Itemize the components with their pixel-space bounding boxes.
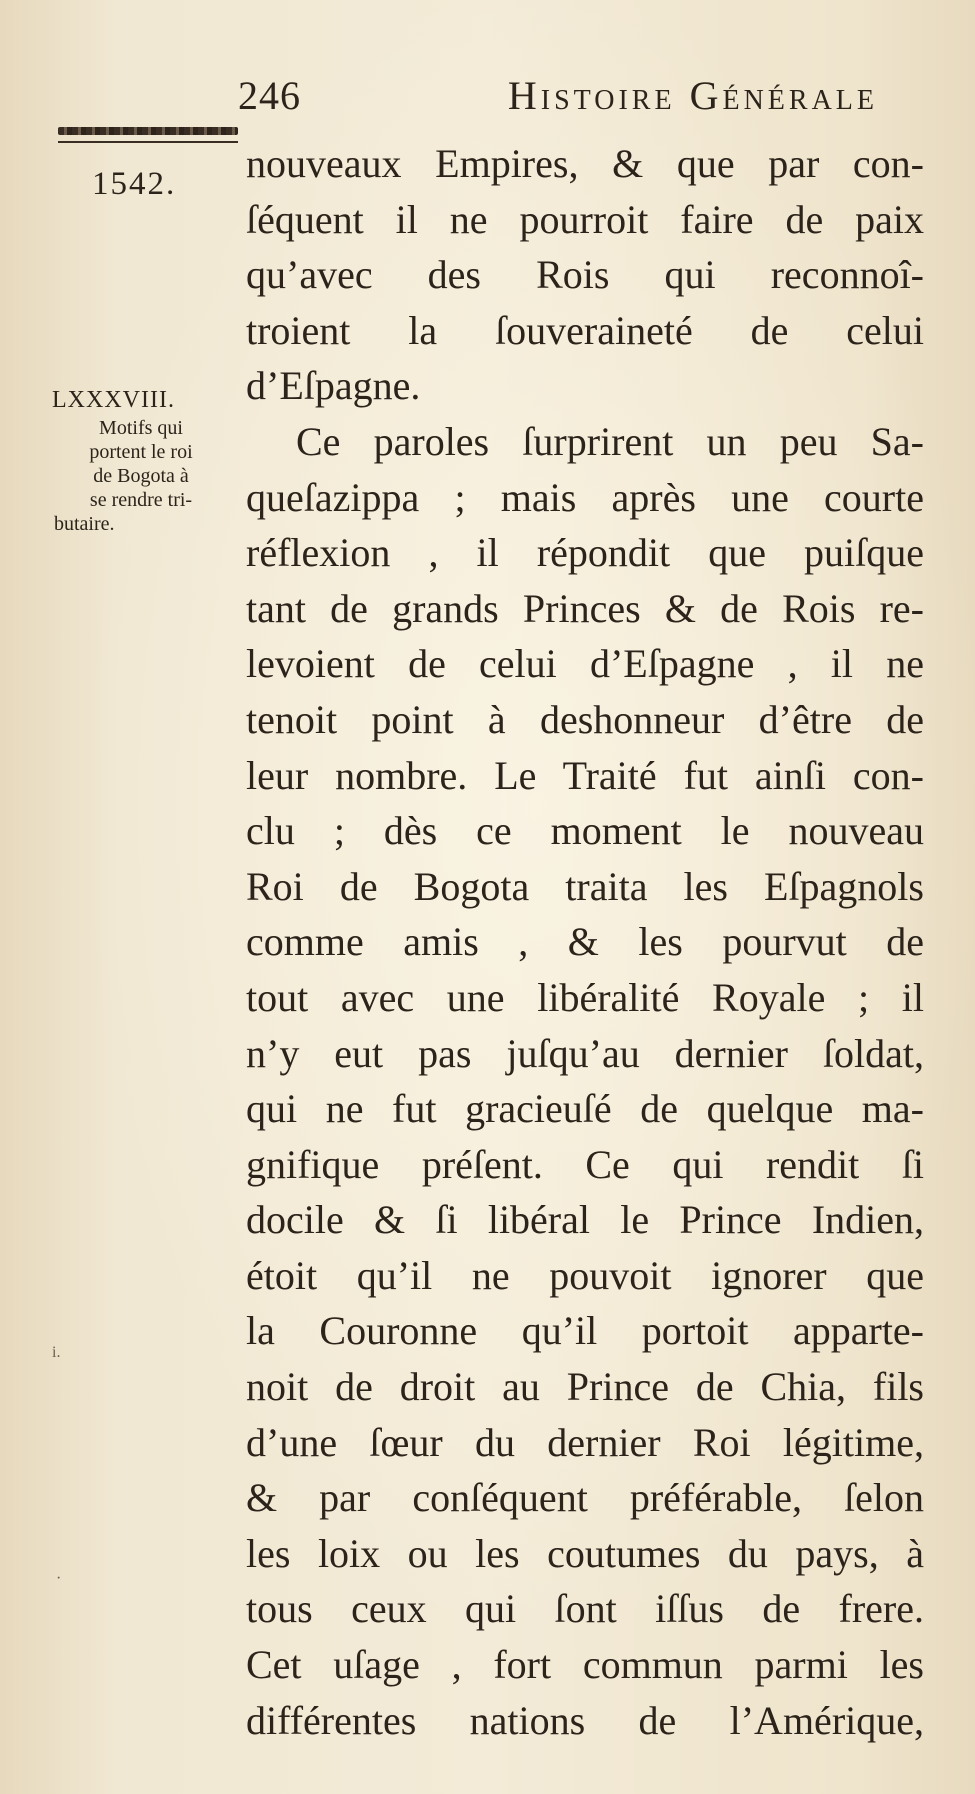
text-line: & par conſéquent préférable, ſelon [246, 1475, 924, 1521]
text-line: étoit qu’il ne pouvoit ignorer que [246, 1252, 924, 1298]
margin-year: 1542. [92, 166, 177, 202]
text-line: réflexion , il répondit que puiſque [246, 530, 924, 576]
text-line: tous ceux qui ſont iſſus de frere. [246, 1586, 924, 1632]
text-line: queſazippa ; mais après une courte [246, 474, 924, 520]
text-line: la Couronne qu’il portoit apparte- [246, 1308, 924, 1354]
text-line: tenoit point à deshonneur d’être de [246, 696, 924, 742]
text-line: leur nombre. Le Traité fut ainſi con- [246, 752, 924, 798]
sidenote-line: de Bogota à [93, 465, 189, 487]
margin-speck: i. [52, 1344, 61, 1361]
text-line: Roi de Bogota traita les Eſpagnols [246, 863, 924, 909]
text-line: d’une ſœur du dernier Roi légitime, [246, 1419, 924, 1465]
chapter-number: LXXXVIII. [52, 387, 175, 413]
header-ornament [58, 127, 238, 135]
sidenote-line: se rendre tri- [89, 489, 193, 511]
header-rule [58, 141, 238, 143]
text-line: tant de grands Princes & de Rois re- [246, 585, 924, 631]
running-title: Histoire Générale [507, 73, 878, 118]
page-header [238, 72, 878, 119]
text-line: Ce paroles ſurprirent un peu Sa- [296, 418, 924, 464]
sidenote-line: Motifs qui [99, 417, 183, 439]
text-line: noit de droit au Prince de Chia, fils [246, 1364, 924, 1410]
text-line: comme amis , & les pourvut de [246, 919, 924, 965]
text-line: ſéquent il ne pourroit faire de paix [246, 196, 924, 242]
text-line: levoient de celui d’Eſpagne , il ne [246, 641, 924, 687]
text-line: clu ; dès ce moment le nouveau [246, 808, 924, 854]
sidenote-line: butaire. [54, 513, 115, 535]
text-line: les loix ou les coutumes du pays, à [246, 1530, 924, 1576]
text-line: qu’avec des Rois qui reconnoî- [246, 252, 924, 298]
margin-sidenote [50, 416, 232, 536]
body-text [246, 136, 924, 1748]
text-line: qui ne fut gracieuſé de quelque ma- [246, 1086, 924, 1132]
text-line: différentes nations de l’Amérique, [246, 1697, 924, 1743]
text-line: n’y eut pas juſqu’au dernier ſoldat, [246, 1030, 924, 1076]
sidenote-line: portent le roi [89, 441, 193, 463]
text-line: tout avec une libéralité Royale ; il [246, 974, 924, 1020]
page-number: 246 [238, 73, 301, 118]
text-line: d’Eſpagne. [246, 363, 421, 409]
text-line: Cet uſage , fort commun parmi les [246, 1642, 924, 1688]
margin-speck: · [56, 1570, 62, 1587]
text-line: troient la ſouveraineté de celui [246, 307, 924, 353]
text-line: nouveaux Empires, & que par con- [246, 141, 924, 186]
text-line: docile & ſi libéral le Prince Indien, [246, 1197, 924, 1243]
text-line: gnifique préſent. Ce qui rendit ſi [246, 1141, 924, 1187]
